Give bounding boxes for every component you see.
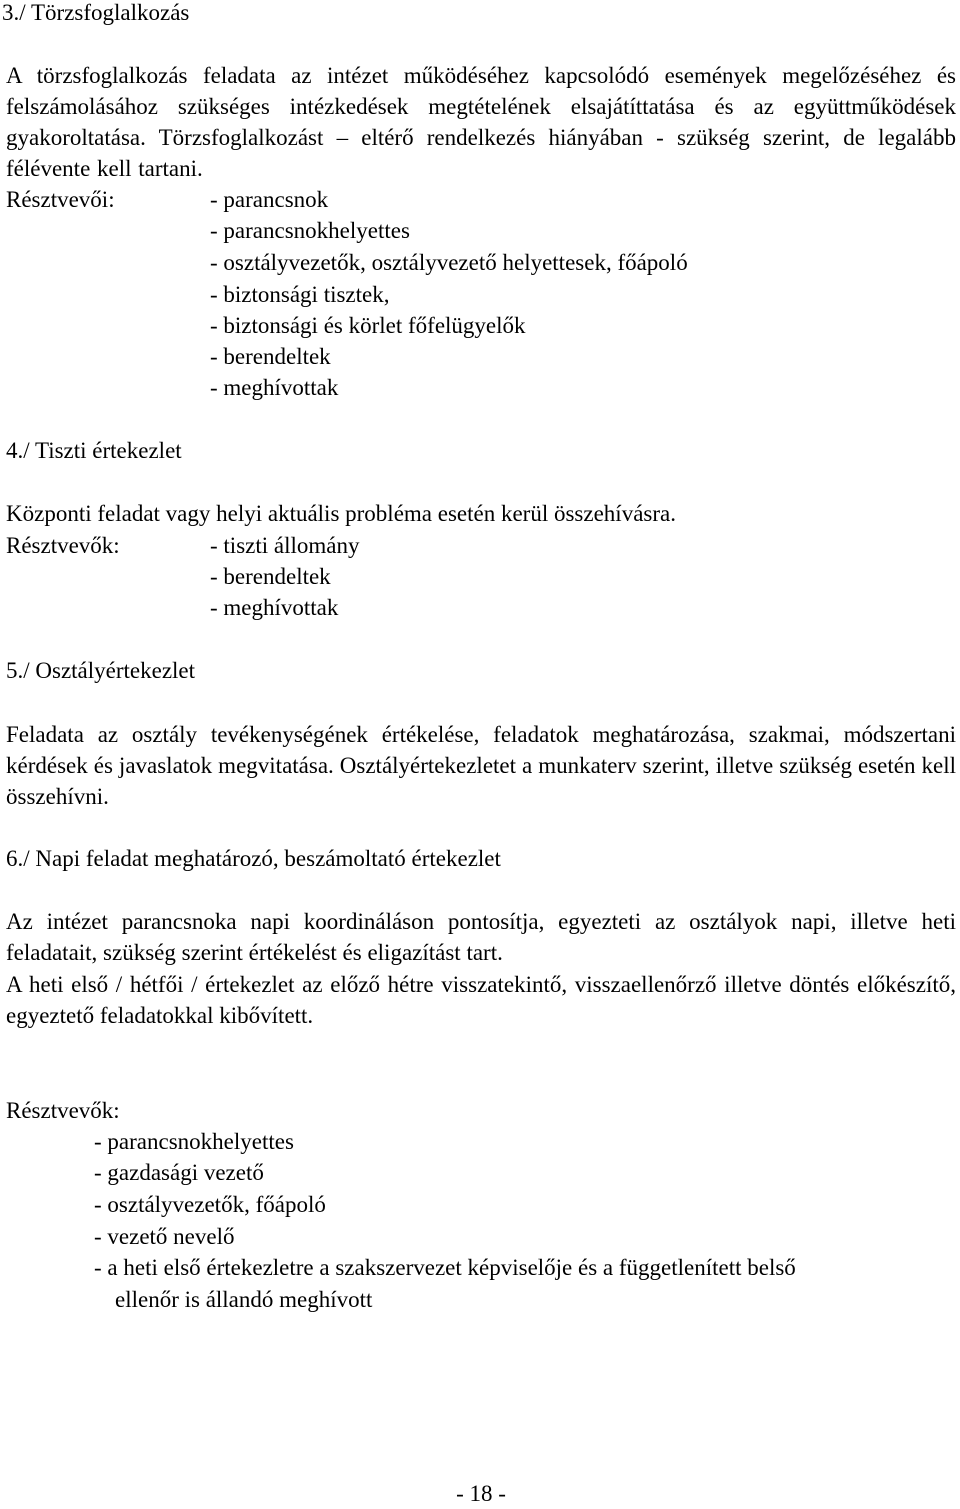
section-3-participants-label: Résztvevői: [6, 187, 115, 212]
section-3-heading: 3./ Törzsfoglalkozás [2, 0, 190, 25]
list-item: - berendeltek [210, 344, 331, 369]
list-item: - parancsnokhelyettes [94, 1129, 294, 1154]
list-item: - osztályvezetők, főápoló [94, 1192, 326, 1217]
list-item-continuation: ellenőr is állandó meghívott [115, 1287, 373, 1312]
list-item: - parancsnokhelyettes [210, 218, 410, 243]
list-item: - biztonsági és körlet főfelügyelők [210, 313, 526, 338]
list-item: - osztályvezetők, osztályvezető helyettesek, főápoló [210, 250, 688, 275]
section-4-paragraph: Központi feladat vagy helyi aktuális probléma esetén kerül összehívásra. [6, 501, 676, 526]
section-6-paragraph-1: Az intézet parancsnoka napi koordináláson pontosítja, egyezteti az osztályok napi, illetve heti feladatait, szükség szerint értékelést és eligazítást tart. [6, 909, 956, 965]
list-item: - tiszti állomány [210, 533, 360, 558]
list-item: - parancsnok [210, 187, 329, 212]
section-5-heading: 5./ Osztályértekezlet [6, 658, 196, 683]
list-item: - a heti első értekezletre a szakszervezet képviselője és a függetlenített belső [94, 1255, 796, 1280]
section-6-heading: 6./ Napi feladat meghatározó, beszámoltató értekezlet [6, 846, 501, 871]
list-item: - berendeltek [210, 564, 331, 589]
section-3-paragraph: A törzsfoglalkozás feladata az intézet működéséhez kapcsolódó események megelőzéséhez és felszámolásához szükséges intézkedések megtételének elsajátíttatása és az együttműködések gyakoroltatása. Törzsfoglalkozást – eltérő rendelkezés hiányában - szükség szerint, de legalább félévente kell tartani. [6, 63, 956, 181]
list-item: - meghívottak [210, 375, 339, 400]
section-4-heading: 4./ Tiszti értekezlet [6, 438, 182, 463]
section-5-paragraph: Feladata az osztály tevékenységének értékelése, feladatok meghatározása, szakmai, módszertani kérdések és javaslatok megvitatása. Osztályértekezletet a munkaterv szerint, illetve szükség esetén kell összehívni. [6, 722, 956, 809]
list-item: - biztonsági tisztek, [210, 282, 390, 307]
section-6-paragraph-2: A heti első / hétfői / értekezlet az előző hétre visszatekintő, visszaellenőrző illetve döntés előkészítő, egyeztető feladatokkal kibővített. [6, 972, 956, 1028]
list-item: - meghívottak [210, 595, 339, 620]
section-4-participants-label: Résztvevők: [6, 533, 120, 558]
section-6-participants-label: Résztvevők: [6, 1098, 120, 1123]
list-item: - vezető nevelő [94, 1224, 235, 1249]
document-page [2, 0, 956, 1506]
page-number: - 18 - [456, 1481, 506, 1506]
list-item: - gazdasági vezető [94, 1160, 264, 1185]
